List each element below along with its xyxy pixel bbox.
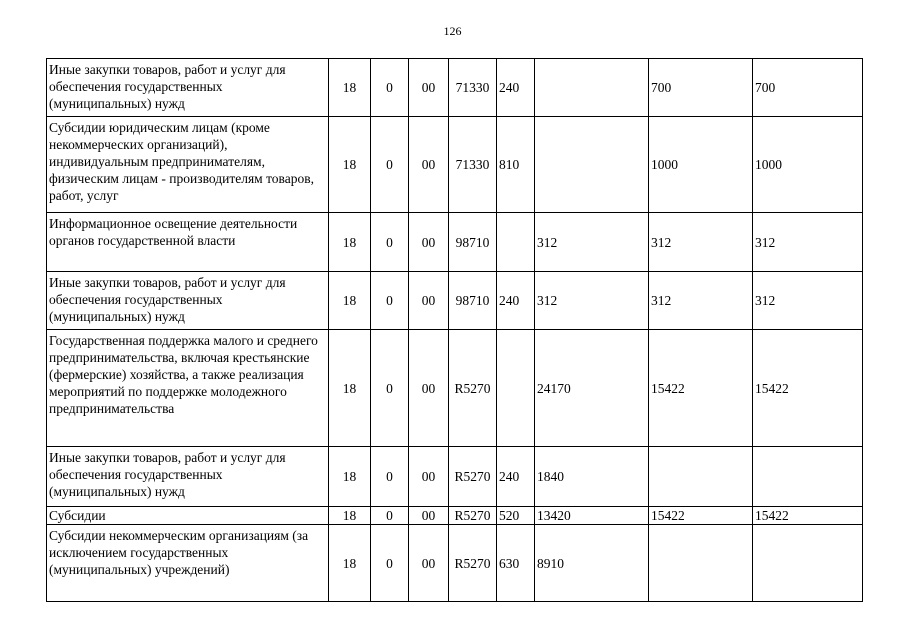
table-row [47,272,863,330]
table-row [47,213,863,272]
row-target-article: 71330 [449,59,497,117]
row-expense-type [497,330,535,447]
row-code-gr: 18 [329,447,371,507]
row-name: Иные закупки товаров, работ и услуг для обеспечения государственных (муниципальных) нужд [47,447,329,507]
row-name: Субсидии юридическим лицам (кроме некоммерческих организаций), индивидуальным предпринимателям, физическим лицам - производителям товаров, работ, услуг [47,117,329,213]
row-expense-type: 810 [497,117,535,213]
row-sum-2 [649,447,753,507]
table-row [47,59,863,117]
row-sum-1 [535,117,649,213]
row-sum-2: 312 [649,213,753,272]
table-row [47,507,863,525]
row-sum-1: 24170 [535,330,649,447]
row-code-2: 00 [409,213,449,272]
row-name: Государственная поддержка малого и среднего предпринимательства, включая крестьянские (фермерские) хозяйства, а также реализация мероприятий по поддержке молодежного предпринимательства [47,330,329,447]
row-expense-type: 630 [497,525,535,602]
row-sum-1: 8910 [535,525,649,602]
row-expense-type: 240 [497,447,535,507]
row-target-article: R5270 [449,525,497,602]
row-code-1: 0 [371,507,409,525]
row-sum-3: 312 [753,272,863,330]
table-row [47,447,863,507]
row-expense-type: 520 [497,507,535,525]
row-sum-2: 15422 [649,330,753,447]
table-row [47,525,863,602]
row-code-2: 00 [409,330,449,447]
row-expense-type [497,213,535,272]
page-number: 126 [443,24,462,38]
row-code-1: 0 [371,447,409,507]
row-code-gr: 18 [329,59,371,117]
row-sum-2: 15422 [649,507,753,525]
row-sum-2: 312 [649,272,753,330]
row-code-1: 0 [371,272,409,330]
table-row [47,117,863,213]
row-code-1: 0 [371,213,409,272]
row-code-2: 00 [409,117,449,213]
row-sum-1: 312 [535,272,649,330]
row-code-2: 00 [409,59,449,117]
row-sum-3: 15422 [753,507,863,525]
row-name: Иные закупки товаров, работ и услуг для обеспечения государственных (муниципальных) нужд [47,272,329,330]
row-code-2: 00 [409,272,449,330]
row-target-article: 71330 [449,117,497,213]
row-code-1: 0 [371,59,409,117]
row-sum-1: 312 [535,213,649,272]
table-row [47,330,863,447]
row-sum-2 [649,525,753,602]
row-code-gr: 18 [329,117,371,213]
row-sum-3: 1000 [753,117,863,213]
budget-table [46,58,863,602]
row-code-gr: 18 [329,213,371,272]
row-code-1: 0 [371,117,409,213]
row-target-article: R5270 [449,330,497,447]
row-sum-2: 1000 [649,117,753,213]
row-sum-2: 700 [649,59,753,117]
row-code-1: 0 [371,330,409,447]
row-code-2: 00 [409,507,449,525]
row-target-article: 98710 [449,213,497,272]
row-code-gr: 18 [329,330,371,447]
row-code-gr: 18 [329,272,371,330]
row-target-article: R5270 [449,507,497,525]
row-name: Субсидии некоммерческим организациям (за исключением государственных (муниципальных) учреждений) [47,525,329,602]
row-sum-1: 1840 [535,447,649,507]
row-sum-3: 700 [753,59,863,117]
row-code-1: 0 [371,525,409,602]
row-sum-1 [535,59,649,117]
row-target-article: 98710 [449,272,497,330]
row-sum-3: 312 [753,213,863,272]
row-sum-3: 15422 [753,330,863,447]
row-sum-3 [753,447,863,507]
row-target-article: R5270 [449,447,497,507]
row-code-2: 00 [409,525,449,602]
row-sum-3 [753,525,863,602]
row-code-gr: 18 [329,525,371,602]
row-name: Иные закупки товаров, работ и услуг для обеспечения государственных (муниципальных) нужд [47,59,329,117]
row-expense-type: 240 [497,59,535,117]
row-expense-type: 240 [497,272,535,330]
row-name: Субсидии [47,507,329,525]
row-code-gr: 18 [329,507,371,525]
row-name: Информационное освещение деятельности органов государственной власти [47,213,329,272]
row-sum-1: 13420 [535,507,649,525]
row-code-2: 00 [409,447,449,507]
